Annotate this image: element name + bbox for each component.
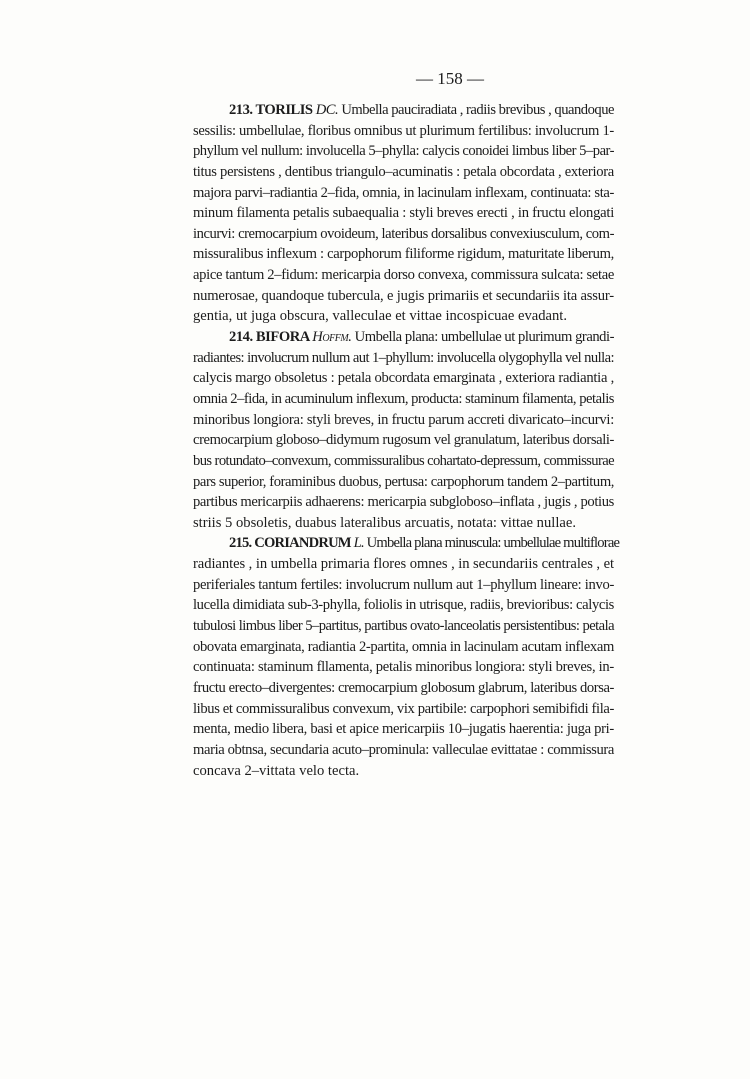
text-line bbox=[193, 410, 614, 431]
line-content: striis 5 obsoletis, duabus lateralibus arcuatis, notata: vittae nullae. bbox=[193, 514, 576, 531]
line-content: titus persistens , dentibus triangulo–acuminatis : petala obcordata , exteriora bbox=[193, 163, 614, 180]
paragraph-heading-line bbox=[193, 100, 614, 121]
line-content: minoribus longiora: styli breves, in fructu parum accreti divaricato–incurvi: bbox=[193, 411, 614, 428]
line-content: radiantes , in umbella primaria flores omnes , in secundariis centrales , et bbox=[193, 556, 614, 573]
text-line bbox=[193, 451, 614, 472]
text-line bbox=[193, 244, 614, 265]
text-line bbox=[193, 141, 614, 162]
line-content: maria obtnsa, secundaria acuto–prominula: valleculae evittatae : commissura bbox=[193, 741, 614, 758]
text-line bbox=[193, 306, 614, 327]
line-content: pars superior, foraminibus duobus, pertusa: carpophorum tandem 2–partitum, bbox=[193, 473, 614, 490]
text-line bbox=[193, 492, 614, 513]
line-content: periferiales tantum fertiles: involucrum nullum aut 1–phyllum lineare: invo- bbox=[193, 576, 614, 593]
line-content: missuralibus inflexum : carpophorum filiforme rigidum, maturitate liberum, bbox=[193, 246, 614, 263]
line-content bbox=[229, 327, 614, 348]
page-number: — 158 — bbox=[416, 69, 484, 88]
line-content: incurvi: cremocarpium ovoideum, lateribus dorsalibus convexiusculum, com- bbox=[193, 225, 614, 242]
genus-name: BIFORA bbox=[255, 329, 313, 346]
line-content: concava 2–vittata velo tecta. bbox=[193, 762, 360, 779]
text-line bbox=[193, 554, 614, 575]
text-line bbox=[193, 286, 614, 307]
line-text: Umbella pauciradiata , radiis brevibus , quandoque bbox=[341, 102, 614, 118]
paragraph-heading-line bbox=[193, 533, 620, 554]
line-content: bus rotundato–convexum, commissuralibus cohartato-depressum, commissurae bbox=[193, 452, 614, 469]
line-content: lucella dimidiata sub-3-phylla, foliolis in utrisque, radiis, brevioribus: calycis bbox=[193, 597, 614, 614]
genus-number: 215. bbox=[229, 535, 255, 552]
line-content: gentia, ut juga obscura, valleculae et vittae incospicuae evadant. bbox=[193, 308, 568, 325]
text-line bbox=[193, 719, 614, 740]
genus-author: DC. bbox=[315, 102, 342, 118]
line-content: omnia 2–fida, in acuminulum inflexum, producta: staminum filamenta, petalis bbox=[193, 390, 614, 407]
genus-name: TORILIS bbox=[255, 102, 316, 118]
text-line bbox=[193, 472, 614, 493]
line-content bbox=[229, 533, 619, 554]
text-line bbox=[193, 595, 614, 616]
body-text bbox=[193, 100, 620, 781]
text-line bbox=[193, 389, 614, 410]
line-content: fructu erecto–divergentes: cremocarpium globosum glabrum, lateribus dorsa- bbox=[193, 679, 614, 696]
line-content: minum filamenta petalis subaequalia : styli breves erecti , in fructu elongati bbox=[193, 205, 614, 222]
text-line bbox=[193, 203, 614, 224]
text-line bbox=[193, 121, 614, 142]
text-line bbox=[193, 740, 614, 761]
genus-paragraph-coriandrum bbox=[193, 533, 620, 781]
text-line bbox=[193, 513, 614, 534]
paragraph-heading-line bbox=[193, 327, 614, 348]
line-content: radiantes: involucrum nullum aut 1–phyllum: involucella olygophylla vel nulla: bbox=[193, 349, 614, 366]
text-line bbox=[193, 224, 614, 245]
text-line bbox=[193, 699, 614, 720]
line-content: majora parvi–radiantia 2–fida, omnia, in lacinulam inflexam, continuata: sta- bbox=[193, 184, 614, 201]
text-line bbox=[193, 657, 614, 678]
line-text: Umbella plana minuscula: umbellulae multiflorae bbox=[366, 535, 620, 552]
line-content: libus et commissuralibus convexum, vix partibile: carpophori semibifidi fila- bbox=[193, 700, 614, 717]
line-content: tubulosi limbus liber 5–partitus, partibus ovato-lanceolatis persistentibus: petala bbox=[193, 618, 614, 635]
line-content: phyllum vel nullum: involucella 5–phylla: calycis conoidei limbus liber 5–par- bbox=[193, 143, 614, 160]
genus-number: 214. bbox=[229, 329, 256, 346]
text-line bbox=[193, 162, 614, 183]
line-content bbox=[229, 100, 614, 121]
line-content: continuata: staminum fllamenta, petalis minoribus longiora: styli breves, in- bbox=[193, 659, 614, 676]
text-line bbox=[193, 348, 614, 369]
genus-author: L. bbox=[353, 535, 367, 552]
text-line bbox=[193, 368, 614, 389]
text-line bbox=[193, 575, 614, 596]
line-content: menta, medio libera, basi et apice mericarpiis 10–jugatis haerentia: juga pri- bbox=[193, 721, 614, 738]
genus-name: CORIANDRUM bbox=[254, 535, 354, 552]
line-content: cremocarpium globoso–didymum rugosum vel granulatum, lateribus dorsali- bbox=[193, 432, 614, 449]
text-line bbox=[193, 183, 614, 204]
genus-author: Hoffm. bbox=[312, 329, 355, 346]
line-content: sessilis: umbellulae, floribus omnibus ut plurimum fertilibus: involucrum 1- bbox=[193, 122, 614, 139]
text-line bbox=[193, 430, 614, 451]
line-content: numerosae, quandoque tubercula, e jugis primariis et secundariis ita assur- bbox=[193, 287, 614, 304]
text-line bbox=[193, 616, 614, 637]
genus-paragraph-torilis bbox=[193, 100, 614, 327]
text-line bbox=[193, 637, 614, 658]
line-text: Umbella plana: umbellulae ut plurimum grandi- bbox=[354, 329, 615, 346]
text-line bbox=[193, 761, 614, 782]
text-line bbox=[193, 678, 614, 699]
genus-paragraph-bifora bbox=[193, 327, 614, 533]
line-content: obovata emarginata, radiantia 2-partita, omnia in lacinulam acutam inflexam bbox=[193, 638, 614, 655]
line-content: apice tantum 2–fidum: mericarpia dorso convexa, commissura sulcata: setae bbox=[193, 267, 615, 284]
text-line bbox=[193, 265, 614, 286]
line-content: partibus mericarpiis adhaerens: mericarpia subgloboso–inflata , jugis , potius bbox=[193, 494, 614, 511]
genus-number: 213. bbox=[229, 102, 256, 118]
line-content: calycis margo obsoletus : petala obcordata emarginata , exteriora radiantia , bbox=[193, 370, 614, 387]
